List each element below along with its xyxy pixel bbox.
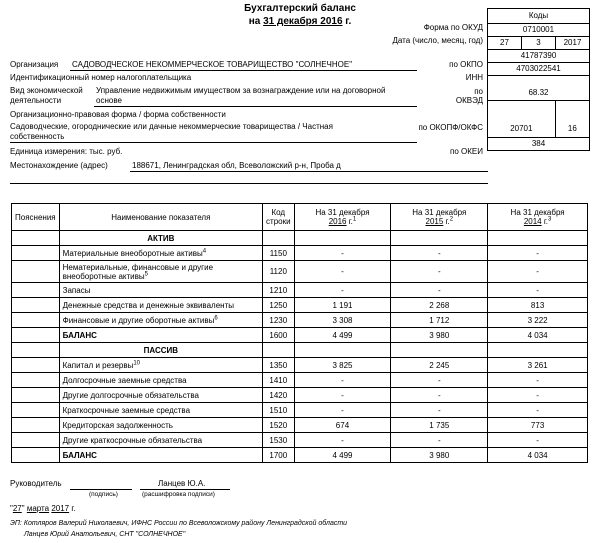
row-code: 1520 (263, 418, 295, 433)
col-notes: Пояснения (12, 204, 60, 231)
row-2014: - (488, 388, 588, 403)
row-2015: - (391, 433, 488, 448)
row-2014: 4 034 (488, 328, 588, 343)
row-2015: 3 980 (391, 328, 488, 343)
section-liabilities: ПАССИВ (59, 343, 262, 358)
row-code: 1530 (263, 433, 295, 448)
inn-label-right: ИНН (465, 73, 483, 82)
row-2016: 3 308 (294, 313, 391, 328)
legal-form-value-2: собственность (10, 132, 65, 141)
row-2016: - (294, 388, 391, 403)
okei-value: 384 (488, 137, 589, 150)
row-2015: 1 735 (391, 418, 488, 433)
row-2014: - (488, 246, 588, 261)
col-2016: На 31 декабря 2016 г.$^1$ (294, 204, 391, 231)
okud-label: Форма по ОКУД (423, 23, 483, 32)
row-2014: 4 034 (488, 448, 588, 463)
table-row (12, 448, 588, 463)
okud-value: 0710001 (488, 23, 589, 36)
row-2016: - (294, 283, 391, 298)
head-name: Ланцев Ю.А. (158, 479, 206, 488)
unit-label: Единица измерения: тыс. руб. (10, 147, 123, 156)
table-row (12, 358, 588, 373)
ep-line2: Ланцев Юрий Анатольевич, СНТ "СОЛНЕЧНОЕ" (24, 531, 186, 538)
okei-label: по ОКЕИ (450, 147, 483, 156)
row-code: 1120 (263, 261, 295, 283)
okpo-label: по ОКПО (449, 60, 483, 69)
row-2015: - (391, 388, 488, 403)
row-2016: - (294, 246, 391, 261)
address-label: Местонахождение (адрес) (10, 161, 108, 170)
org-label: Организация (10, 60, 59, 69)
row-name: Финансовые и другие оборотные активы$^6$ (59, 313, 262, 328)
col-2014: На 31 декабря 2014 г.$^3$ (488, 204, 588, 231)
activity-value-1: Управление недвижимым имуществом за вознаграждение или на договорной (96, 86, 386, 95)
okved-label-1: по (474, 87, 483, 96)
section-row (12, 231, 588, 246)
row-2015: - (391, 261, 488, 283)
row-name: Долгосрочные заемные средства (59, 373, 262, 388)
row-name: Кредиторская задолженность (59, 418, 262, 433)
row-name: Нематериальные, финансовые и другие внеоборотные активы$^5$ (59, 261, 262, 283)
row-2015: 2 245 (391, 358, 488, 373)
col-2015: На 31 декабря 2015 г.$^2$ (391, 204, 488, 231)
row-2016: - (294, 433, 391, 448)
row-2016: 4 499 (294, 328, 391, 343)
codes-box (487, 8, 590, 151)
balance-table (11, 203, 588, 463)
org-value: САДОВОДЧЕСКОЕ НЕКОММЕРЧЕСКОЕ ТОВАРИЩЕСТВО "СОЛНЕЧНОЕ" (72, 60, 353, 69)
row-2016: 3 825 (294, 358, 391, 373)
ep-line1: ЭП: Котляров Валерий Николаевич, ИФНС России по Всеволожскому району Ленинградской области (10, 520, 348, 527)
row-name: БАЛАНС (59, 448, 262, 463)
row-2014: 813 (488, 298, 588, 313)
report-date: 31 декабря 2016 (263, 16, 343, 27)
row-2016: 1 191 (294, 298, 391, 313)
row-2014: - (488, 261, 588, 283)
row-code: 1700 (263, 448, 295, 463)
activity-label-1: Вид экономической (10, 86, 83, 95)
row-2014: - (488, 433, 588, 448)
row-2015: 3 980 (391, 448, 488, 463)
section-row (12, 343, 588, 358)
table-row (12, 283, 588, 298)
row-code: 1510 (263, 403, 295, 418)
legal-form-label: Организационно-правовая форма / форма собственности (10, 110, 226, 119)
okved-label-2: ОКВЭД (455, 96, 483, 105)
table-row (12, 246, 588, 261)
date-year: 2017 (563, 38, 582, 47)
row-2014: 3 261 (488, 358, 588, 373)
row-code: 1600 (263, 328, 295, 343)
codes-header: Коды (528, 11, 549, 20)
row-code: 1150 (263, 246, 295, 261)
row-2015: - (391, 246, 488, 261)
row-2015: 2 268 (391, 298, 488, 313)
row-2016: - (294, 403, 391, 418)
okopf-value: 20701 (488, 101, 556, 137)
row-code: 1420 (263, 388, 295, 403)
row-code: 1230 (263, 313, 295, 328)
table-row (12, 328, 588, 343)
table-row (12, 403, 588, 418)
table-header (12, 204, 588, 231)
row-2014: - (488, 403, 588, 418)
row-2014: - (488, 283, 588, 298)
table-row (12, 313, 588, 328)
row-name: Другие краткосрочные обязательства (59, 433, 262, 448)
row-2014: 773 (488, 418, 588, 433)
report-date-line: на 31 декабря 2016 г. (248, 16, 352, 27)
date-label: Дата (число, месяц, год) (392, 36, 483, 45)
row-name: Материальные внеоборотные активы$^4$ (59, 246, 262, 261)
row-2014: - (488, 373, 588, 388)
legal-form-value-1: Садоводческие, огороднические или дачные некоммерческие товарищества / Частная (10, 122, 333, 131)
col-name: Наименование показателя (59, 204, 262, 231)
row-2015: - (391, 373, 488, 388)
row-name: Краткосрочные заемные средства (59, 403, 262, 418)
sign-caption: (подпись) (89, 491, 118, 498)
row-2016: 674 (294, 418, 391, 433)
row-name: Денежные средства и денежные эквиваленты (59, 298, 262, 313)
table-row (12, 373, 588, 388)
okopf-label: по ОКОПФ/ОКФС (418, 123, 483, 132)
row-2016: 4 499 (294, 448, 391, 463)
table-row (12, 418, 588, 433)
okved-value: 68.32 (488, 75, 589, 100)
date-month: 3 (522, 37, 556, 49)
row-2015: - (391, 283, 488, 298)
date-day: 27 (488, 37, 522, 49)
date-cells (488, 36, 589, 49)
head-label: Руководитель (10, 479, 62, 488)
row-name: Запасы (59, 283, 262, 298)
row-code: 1250 (263, 298, 295, 313)
activity-value-2: основе (96, 96, 122, 105)
table-row (12, 433, 588, 448)
row-code: 1410 (263, 373, 295, 388)
row-2015: 1 712 (391, 313, 488, 328)
col-code: Код строки (263, 204, 295, 231)
activity-label-2: деятельности (10, 96, 62, 105)
row-name: Капитал и резервы$^{10}$ (59, 358, 262, 373)
okopf-cells (488, 100, 589, 137)
table-row (12, 298, 588, 313)
row-2016: - (294, 261, 391, 283)
row-name: Другие долгосрочные обязательства (59, 388, 262, 403)
decode-caption: (расшифровка подписи) (142, 491, 215, 498)
table-row (12, 261, 588, 283)
row-2016: - (294, 373, 391, 388)
inn-label: Идентификационный номер налогоплательщика (10, 73, 192, 82)
row-code: 1350 (263, 358, 295, 373)
inn-value: 4703022541 (488, 62, 589, 75)
sign-date: "27" марта 2017 г. (10, 504, 76, 513)
row-code: 1210 (263, 283, 295, 298)
row-2014: 3 222 (488, 313, 588, 328)
table-row (12, 388, 588, 403)
row-name: БАЛАНС (59, 328, 262, 343)
address-value: 188671, Ленинградская обл, Всеволожский р-н, Проба д (132, 161, 341, 170)
report-title: Бухгалтерский баланс (244, 3, 356, 14)
row-2015: - (391, 403, 488, 418)
okfs-value: 16 (567, 124, 577, 133)
okpo-value: 41787390 (488, 49, 589, 62)
section-assets: АКТИВ (59, 231, 262, 246)
